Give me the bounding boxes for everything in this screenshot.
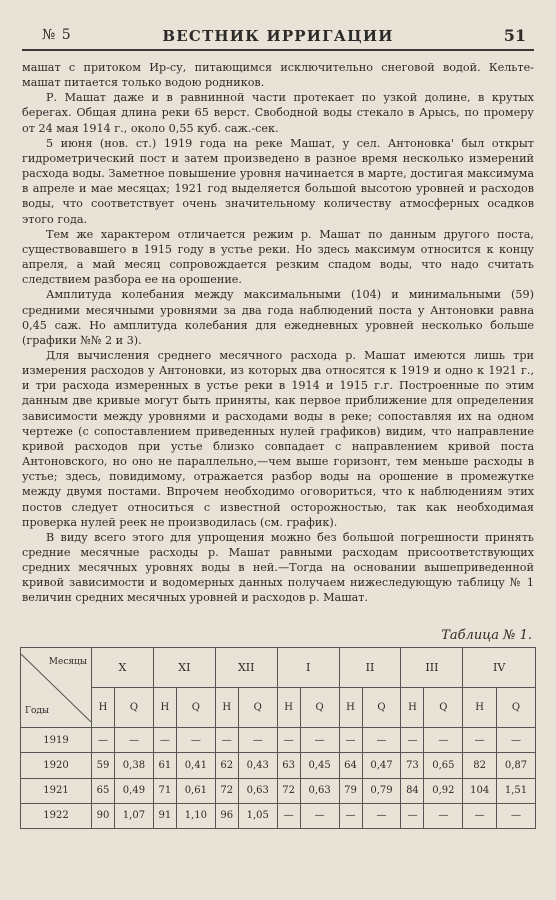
issue-number: № 5 [42,27,72,43]
month-header: I [277,648,339,688]
h-value-cell: — [339,803,362,828]
h-value-cell: 71 [153,778,176,803]
q-value-cell: — [300,728,339,753]
year-cell: 1921 [21,778,92,803]
h-value-cell: 64 [339,753,362,778]
h-value-cell: — [153,728,176,753]
h-value-cell: 79 [339,778,362,803]
table-corner-cell [21,648,92,728]
q-value-cell: 1,07 [114,803,153,828]
data-table [20,647,536,829]
q-value-cell: 0,41 [176,753,215,778]
h-value-cell: — [401,803,424,828]
q-value-cell: — [362,728,401,753]
subheader-h: H [215,688,238,728]
subheader-q: Q [238,688,277,728]
subheader-q: Q [362,688,401,728]
h-value-cell: 59 [92,753,115,778]
q-value-cell: — [496,728,535,753]
subheader-h: H [339,688,362,728]
h-value-cell: — [277,728,300,753]
q-value-cell: 0,38 [114,753,153,778]
q-value-cell: — [362,803,401,828]
table-row [21,803,536,828]
q-value-cell: 0,61 [176,778,215,803]
q-value-cell: 0,45 [300,753,339,778]
paragraph: В виду всего этого для упрощения можно без большой погрешности принять средние месячные расходы р. Машат равными расходам присоответствующих средних месячных уровнях воды в ней.—Тогда на основании вышеприведенной кривой зависимости и водомерных данных получаем нижеследующую таблицу № 1 величин средних месячных уровней и расходов р. Машат. [22,530,534,605]
paragraph: Для вычисления среднего месячного расхода р. Машат имеются лишь три измерения расходов у Антоновки, из которых два относятся к 1919 и одно к 1921 г., и три расхода измеренных в устье реки в 1914 и 1915 г.г. Построенные по этим данным две кривые могут быть приняты, как первое приближение для определения зависимости между уровнями и расходами воды в реке; сопоставляя их на одном чертеже (с сопоставлением приведенных нулей графиков) видим, что направление кривой расходов при устье близко совпадает с направлением кривой поста Антоновского, но оно не параллельно,—чем выше горизонт, тем меньше расходы в устье; здесь, повидимому, отражается разбор воды на орошение в промежутке между двумя постами. Впрочем необходимо оговориться, что к наблюдениям этих постов следует относиться с известной осторожностью, так как необходимая проверка нулей реек не производилась (см. график). [22,348,534,529]
q-value-cell: 0,63 [238,778,277,803]
h-value-cell: — [215,728,238,753]
q-value-cell: 0,43 [238,753,277,778]
month-header: X [92,648,154,688]
month-header: IV [463,648,536,688]
q-value-cell: 0,65 [424,753,463,778]
h-value-cell: — [277,803,300,828]
q-value-cell: — [424,803,463,828]
year-cell: 1922 [21,803,92,828]
q-value-cell: 0,92 [424,778,463,803]
table-caption: Таблица № 1. [441,628,532,643]
subheader-q: Q [176,688,215,728]
q-value-cell: — [424,728,463,753]
subheader-h: H [401,688,424,728]
paragraph: Р. Машат даже и в равнинной части протекает по узкой долине, в крутых берегах. Общая длина реки 65 верст. Свободной воды стекало в Арысь, по промеру от 24 мая 1914 г., около 0,55 куб. саж.-сек. [22,91,534,135]
q-value-cell: — [496,803,535,828]
month-header: XII [215,648,277,688]
subheader-h: H [92,688,115,728]
h-value-cell: 91 [153,803,176,828]
q-value-cell: 1,51 [496,778,535,803]
subheader-h: H [277,688,300,728]
table-row [21,728,536,753]
h-value-cell: — [92,728,115,753]
running-header [22,26,534,48]
h-value-cell: 62 [215,753,238,778]
h-value-cell: 90 [92,803,115,828]
q-value-cell: 0,87 [496,753,535,778]
q-value-cell: 1,10 [176,803,215,828]
h-value-cell: 72 [277,778,300,803]
h-value-cell: 82 [463,753,497,778]
table-header-row [21,648,536,688]
page-number: 51 [503,26,526,45]
q-value-cell: 0,47 [362,753,401,778]
subheader-h: H [463,688,497,728]
q-value-cell: 1,05 [238,803,277,828]
h-value-cell: — [463,728,497,753]
corner-label-months: Месяцы [48,656,87,667]
q-value-cell: 0,63 [300,778,339,803]
corner-label-years: Годы [25,705,50,716]
subheader-q: Q [496,688,535,728]
q-value-cell: 0,49 [114,778,153,803]
subheader-h: H [153,688,176,728]
h-value-cell: 96 [215,803,238,828]
h-value-cell: 61 [153,753,176,778]
h-value-cell: 65 [92,778,115,803]
table-row [21,753,536,778]
paragraph: машат с притоком Ир-су, питающимся исключительно снеговой водой. Кельте-машат питается только водою родников. [22,61,534,90]
h-value-cell: 72 [215,778,238,803]
paragraph: Амплитуда колебания между максимальными (104) и минимальными (59) средними месячными уровнями за два года наблюдений поста у Антоновки равна 0,45 саж. Но амплитуда колебания для ежедневных уровней несколько больше (графики №№ 2 и 3). [22,288,534,347]
q-value-cell: — [300,803,339,828]
month-header: III [401,648,463,688]
paragraph: 5 июня (нов. ст.) 1919 года на реке Машат, у сел. Антоновка' был открыт гидрометрический пост и затем произведено в разное время несколько измерений расхода воды. Заметное повышение уровня начинается в марте, достигая максимума в апреле и мае месяцах; 1921 год выделяется большой высотою уровней и расходов воды, что соответствует очень значительному количеству атмосферных осадков этого года. [22,136,534,226]
q-value-cell: — [114,728,153,753]
q-value-cell: 0,79 [362,778,401,803]
subheader-q: Q [300,688,339,728]
subheader-q: Q [424,688,463,728]
subheader-q: Q [114,688,153,728]
h-value-cell: — [401,728,424,753]
table-body [21,728,536,829]
article-body [22,60,534,606]
h-value-cell: 63 [277,753,300,778]
table-subheader-row [21,688,536,728]
paragraph: Тем же характером отличается режим р. Машат по данным другого поста, существовавшего в 1915 году в устье реки. Но здесь максимум относится к концу апреля, а май месяц сопровождается резким спадом воды, что надо считать следствием разбора ее на орошение. [22,227,534,287]
year-cell: 1920 [21,753,92,778]
h-value-cell: — [339,728,362,753]
h-value-cell: — [463,803,497,828]
q-value-cell: — [176,728,215,753]
year-cell: 1919 [21,728,92,753]
journal-title: ВЕСТНИК ИРРИГАЦИИ [162,27,394,45]
h-value-cell: 104 [463,778,497,803]
q-value-cell: — [238,728,277,753]
month-header: II [339,648,401,688]
h-value-cell: 84 [401,778,424,803]
table-row [21,778,536,803]
header-rule [22,49,534,51]
h-value-cell: 73 [401,753,424,778]
month-header: XI [153,648,215,688]
